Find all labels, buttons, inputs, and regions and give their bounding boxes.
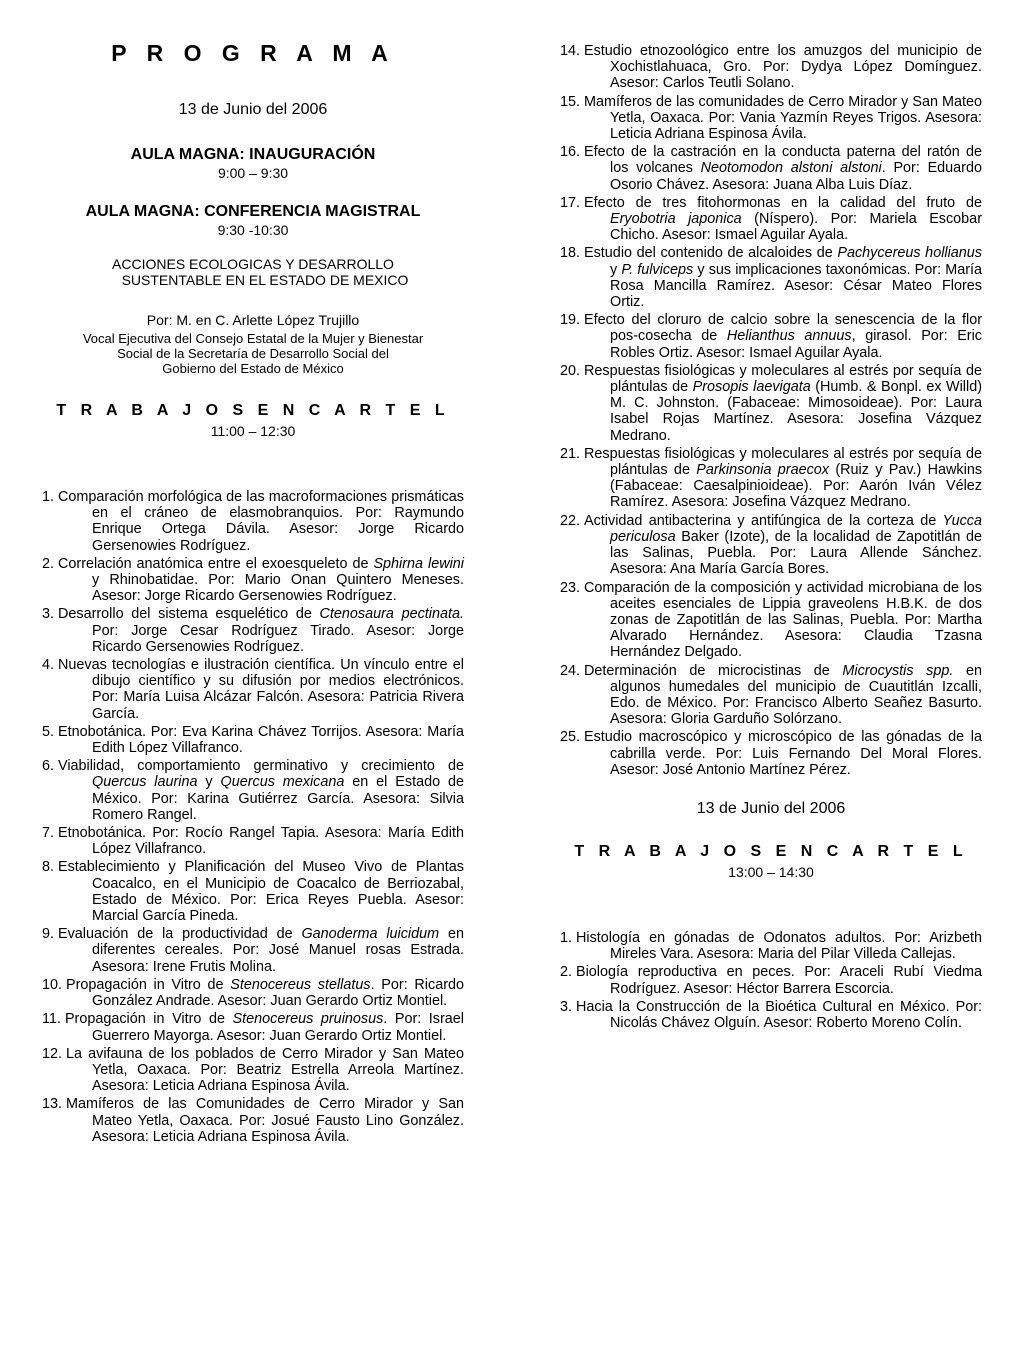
speaker-affiliation-line1: Vocal Ejecutiva del Consejo Estatal de la Mujer y Bienestar <box>82 331 424 346</box>
species-name: Stenocereus pruinosus <box>232 1011 384 1028</box>
list-item <box>560 663 982 728</box>
list-item <box>560 195 982 244</box>
species-name: Quercus mexicana <box>220 774 345 791</box>
item-number: 2. <box>42 555 58 572</box>
item-text: Estudio del contenido de alcaloides de <box>584 245 838 262</box>
item-text: Por: Jorge Cesar Rodríguez Tirado. Asesor: Jorge Ricardo Gersenowies Rodríguez. <box>92 622 464 655</box>
program-title: P R O G R A M A <box>111 40 395 66</box>
item-number: 2. <box>560 964 576 981</box>
item-number: 14. <box>560 43 585 59</box>
list-item <box>42 1096 464 1145</box>
item-text: (Ruiz y Pav.) Hawkins (Fabaceae: Caesalpinioideae). Por: Aarón Iván Vélez Ramírez. Asesora: Josefina Vázquez Medrano. <box>610 462 983 511</box>
list-item <box>560 312 982 361</box>
item-text: Establecimiento y Planificación del Museo Vivo de Plantas Coacalco, en el Municipio de Coacalco de Berriozabal, Estado de México. Por: Erica Reyes Puebla. Asesor: Marcial García Pineda. <box>58 859 464 925</box>
item-text: Mamíferos de las Comunidades de Cerro Mirador y San Mateo Yetla, Oaxaca. Por: Josué Fausto Lino González. Asesora: Leticia Adriana Espinosa Ávila. <box>66 1096 464 1145</box>
item-text: Respuestas fisiológicas y moleculares al estrés por sequía de plántulas de <box>584 362 982 396</box>
item-text: Hacia la Construcción de la Bioética Cultural en México. Por: Nicolás Chávez Olguín. Asesor: Roberto Moreno Colín. <box>576 998 982 1031</box>
list-item <box>560 999 982 1031</box>
item-text: Etnobotánica. Por: Eva Karina Chávez Torrijos. Asesora: María Edith López Villafranco. <box>58 723 464 757</box>
poster-list-left <box>42 489 464 1145</box>
item-text: Efecto de tres fitohormonas en la calidad del fruto de <box>584 194 982 211</box>
item-text: . Por: Israel Guerrero Mayorga. Asesor: Juan Gerardo Ortiz Montiel. <box>92 1011 464 1044</box>
list-item <box>42 489 464 554</box>
item-text: Viabilidad, comportamiento germinativo y crecimiento de <box>58 758 464 775</box>
species-name: Yucca periculosa <box>610 512 982 545</box>
item-text: y sus implicaciones taxonómicas. Por: María Rosa Mancilla Ramírez. Asesor: César Mateo Flores Ortiz. <box>610 261 982 311</box>
item-text: Evaluación de la productividad de <box>58 926 302 943</box>
item-text: y <box>610 261 622 278</box>
list-item <box>42 1046 464 1095</box>
item-text: La avifauna de los poblados de Cerro Mirador y San Mateo Yetla, Oaxaca. Por: Beatriz Estrella Arreola Martínez. Asesora: Leticia Adriana Espinosa Ávila. <box>66 1045 464 1095</box>
item-text: Efecto de la castración en la conducta paterna del ratón de los volcanes <box>584 144 982 177</box>
item-text: Correlación anatómica entre el exoesqueleto de <box>58 555 374 572</box>
species-name: Parkinsonia praecox <box>696 462 830 479</box>
item-number: 8. <box>42 859 58 876</box>
inauguration-heading: AULA MAGNA: INAUGURACIÓN <box>130 146 376 163</box>
conference-time: 9:30 -10:30 <box>217 222 289 238</box>
item-number: 15. <box>560 93 585 110</box>
list-item <box>560 94 982 143</box>
list-item <box>560 964 982 996</box>
conference-heading: AULA MAGNA: CONFERENCIA MAGISTRAL <box>85 203 421 220</box>
item-text: Etnobotánica. Por: Rocío Rangel Tapia. Asesora: María Edith López Villafranco. <box>58 825 464 858</box>
poster-list-right <box>560 43 982 778</box>
list-item <box>560 245 982 310</box>
item-text: Desarrollo del sistema esquelético de <box>58 606 320 623</box>
program-date: 13 de Junio del 2006 <box>178 101 328 118</box>
species-name: P. fulviceps <box>621 261 694 278</box>
item-text: Respuestas fisiológicas y moleculares al estrés por sequía de plántulas de <box>584 445 982 479</box>
item-text: en algunos humedales del municipio de Cuautitlán Izcalli, Edo. de México. Por: Francisco Alberto Seañez Basurto. Asesora: Gloria Garduño Solórzano. <box>610 662 982 728</box>
item-text: Propagación in Vitro de <box>64 1011 233 1028</box>
poster-list-second <box>560 930 982 1031</box>
item-number: 9. <box>42 926 58 943</box>
item-number: 11. <box>42 1011 65 1028</box>
poster-session-heading: T R A B A J O S E N C A R T E L <box>56 402 450 419</box>
list-item <box>560 930 982 962</box>
conference-title-line1: ACCIONES ECOLOGICAS Y DESARROLLO <box>112 256 394 272</box>
item-number: 3. <box>42 606 58 623</box>
right-column <box>560 0 982 1033</box>
item-number: 1. <box>560 929 576 946</box>
list-item <box>560 43 982 92</box>
item-text: Mamíferos de las comunidades de Cerro Mirador y San Mateo Yetla, Oaxaca. Por: Vania Yazmín Reyes Trigos. Asesora: Leticia Adriana Espinosa Ávila. <box>584 93 982 143</box>
item-text: y Rhinobatidae. Por: Mario Onan Quintero Meneses. Asesor: Jorge Ricardo Gersenowies Rodríguez. <box>92 572 464 605</box>
item-number: 22. <box>560 512 585 529</box>
list-item <box>560 729 982 778</box>
item-text: Biología reproductiva en peces. Por: Araceli Rubí Viedma Rodríguez. Asesor: Héctor Barrera Escorcia. <box>576 964 982 997</box>
item-number: 21. <box>560 445 585 462</box>
item-text: . Por: Ricardo González Andrade. Asesor: Juan Gerardo Ortiz Montiel. <box>92 976 464 1010</box>
list-item <box>42 758 464 823</box>
poster-session-time: 11:00 – 12:30 <box>210 423 296 439</box>
species-name: Neotomodon alstoni alstoni <box>700 160 882 177</box>
item-number: 4. <box>42 657 58 674</box>
item-number: 16. <box>560 144 585 161</box>
item-text: (Níspero). Por: Mariela Escobar Chicho. Asesor: Ismael Aguilar Ayala. <box>610 211 982 244</box>
item-number: 17. <box>560 194 585 211</box>
item-number: 10. <box>42 976 67 993</box>
species-name: Helianthus annuus <box>726 328 852 345</box>
list-item <box>560 144 982 193</box>
left-column <box>42 0 464 1147</box>
list-item <box>42 556 464 605</box>
second-session-date: 13 de Junio del 2006 <box>696 799 846 817</box>
list-item <box>42 926 464 975</box>
item-number: 23. <box>560 579 585 596</box>
item-text: , girasol. Por: Eric Robles Ortiz. Asesor: Ismael Aguilar Ayala. <box>610 328 982 361</box>
item-number: 1. <box>42 489 58 505</box>
item-text: Baker (Izote), de la localidad de Zapotitlán de las Salinas, Puebla. Por: Laura Allende Sánchez. Asesora: Ana María García Bores. <box>610 528 982 578</box>
list-item <box>42 859 464 924</box>
inauguration-time: 9:00 – 9:30 <box>217 165 289 181</box>
species-name: Prosopis laevigata <box>692 379 811 396</box>
item-text: . Por: Eduardo Osorio Chávez. Asesora: Juana Alba Luis Díaz. <box>610 160 982 193</box>
species-name: Ctenosaura pectinata. <box>319 606 464 623</box>
item-text: Nuevas tecnologías e ilustración científica. Un vínculo entre el dibujo científico y su difusión por medios electrónicos. Por: María Luisa Alcázar Falcón. Asesora: Patricia Rivera García. <box>58 657 464 722</box>
species-name: Eryobotria japonica <box>610 211 742 228</box>
species-name: Ganoderma luicidum <box>301 926 440 943</box>
list-item <box>42 825 464 857</box>
item-number: 12. <box>42 1045 67 1062</box>
item-text: en diferentes cereales. Por: José Manuel rosas Estrada. Asesora: Irene Frutis Molina. <box>92 926 464 975</box>
list-item <box>560 513 982 578</box>
item-number: 5. <box>42 723 58 740</box>
second-poster-time: 13:00 – 14:30 <box>728 863 814 880</box>
list-item <box>560 446 982 511</box>
item-text: en el Estado de México. Por: Karina Gutiérrez García. Asesora: Silvia Romero Rangel. <box>92 774 464 823</box>
list-item <box>42 606 464 655</box>
item-text: Propagación in Vitro de <box>66 976 231 993</box>
list-item <box>560 363 982 444</box>
list-item <box>42 1011 464 1043</box>
item-number: 6. <box>42 758 58 775</box>
item-text: Estudio etnozoológico entre los amuzgos del municipio de Xochistlahuaca, Gro. Por: Dydya López Domínguez. Asesor: Carlos Teutli Solano. <box>584 43 982 92</box>
item-text: Histología en gónadas de Odonatos adultos. Por: Arizbeth Mireles Vara. Asesora: Maria del Pilar Villeda Callejas. <box>576 929 982 963</box>
species-name: Microcystis spp. <box>842 662 954 679</box>
list-item <box>560 580 982 661</box>
list-item <box>42 657 464 722</box>
list-item <box>42 724 464 756</box>
item-number: 24. <box>560 662 585 679</box>
item-text: Actividad antibacterina y antifúngica de la corteza de <box>584 512 943 529</box>
species-name: Stenocereus stellatus <box>230 976 371 993</box>
species-name: Sphirna lewini <box>373 555 465 572</box>
speaker-affiliation-line2: Social de la Secretaría de Desarrollo Social del <box>117 346 389 361</box>
item-number: 3. <box>560 998 576 1015</box>
speaker-affiliation-line3: Gobierno del Estado de México <box>162 361 344 376</box>
item-number: 20. <box>560 362 585 379</box>
item-text: Comparación de la composición y actividad microbiana de los aceites esenciales de Lippia graveolens H.B.K. de dos zonas de Zapotitlán de las Salinas, Puebla. Por: Martha Alvarado Hernández. Asesora: Claudia Tzasna Hernández Delgado. <box>584 579 982 661</box>
item-text: Determinación de microcistinas de <box>584 662 843 679</box>
item-text: Comparación morfológica de las macroformaciones prismáticas en el cráneo de elasmobranquios. Por: Raymundo Enrique Ortega Dávila. Asesor: Jorge Ricardo Gersenowies Rodríguez. <box>58 489 464 554</box>
species-name: Quercus laurina <box>92 774 198 791</box>
item-number: 19. <box>560 312 585 329</box>
item-text: (Humb. & Bonpl. ex Willd) M. C. Johnston. (Fabaceae: Mimosoideae). Por: Laura Isabel Rojas Martínez. Asesora: Josefina Vázquez Medrano. <box>610 379 983 444</box>
item-text: Estudio macroscópico y microscópico de las gónadas de la cabrilla verde. Por: Luis Fernando Del Moral Flores. Asesor: José Antonio Martínez Pérez. <box>584 729 982 778</box>
item-number: 7. <box>42 825 58 842</box>
item-number: 18. <box>560 245 585 262</box>
conference-title-line2: SUSTENTABLE EN EL ESTADO DE MEXICO <box>121 272 409 288</box>
item-number: 25. <box>560 729 585 746</box>
species-name: Pachycereus hollianus <box>837 245 982 262</box>
item-number: 13. <box>42 1096 67 1113</box>
second-poster-heading: T R A B A J O S E N C A R T E L <box>574 842 968 860</box>
item-text: Efecto del cloruro de calcio sobre la senescencia de la flor pos-cosecha de <box>584 312 982 345</box>
item-text: y <box>197 774 221 791</box>
conference-speaker: Por: M. en C. Arlette López Trujillo <box>146 312 360 328</box>
list-item <box>42 977 464 1009</box>
